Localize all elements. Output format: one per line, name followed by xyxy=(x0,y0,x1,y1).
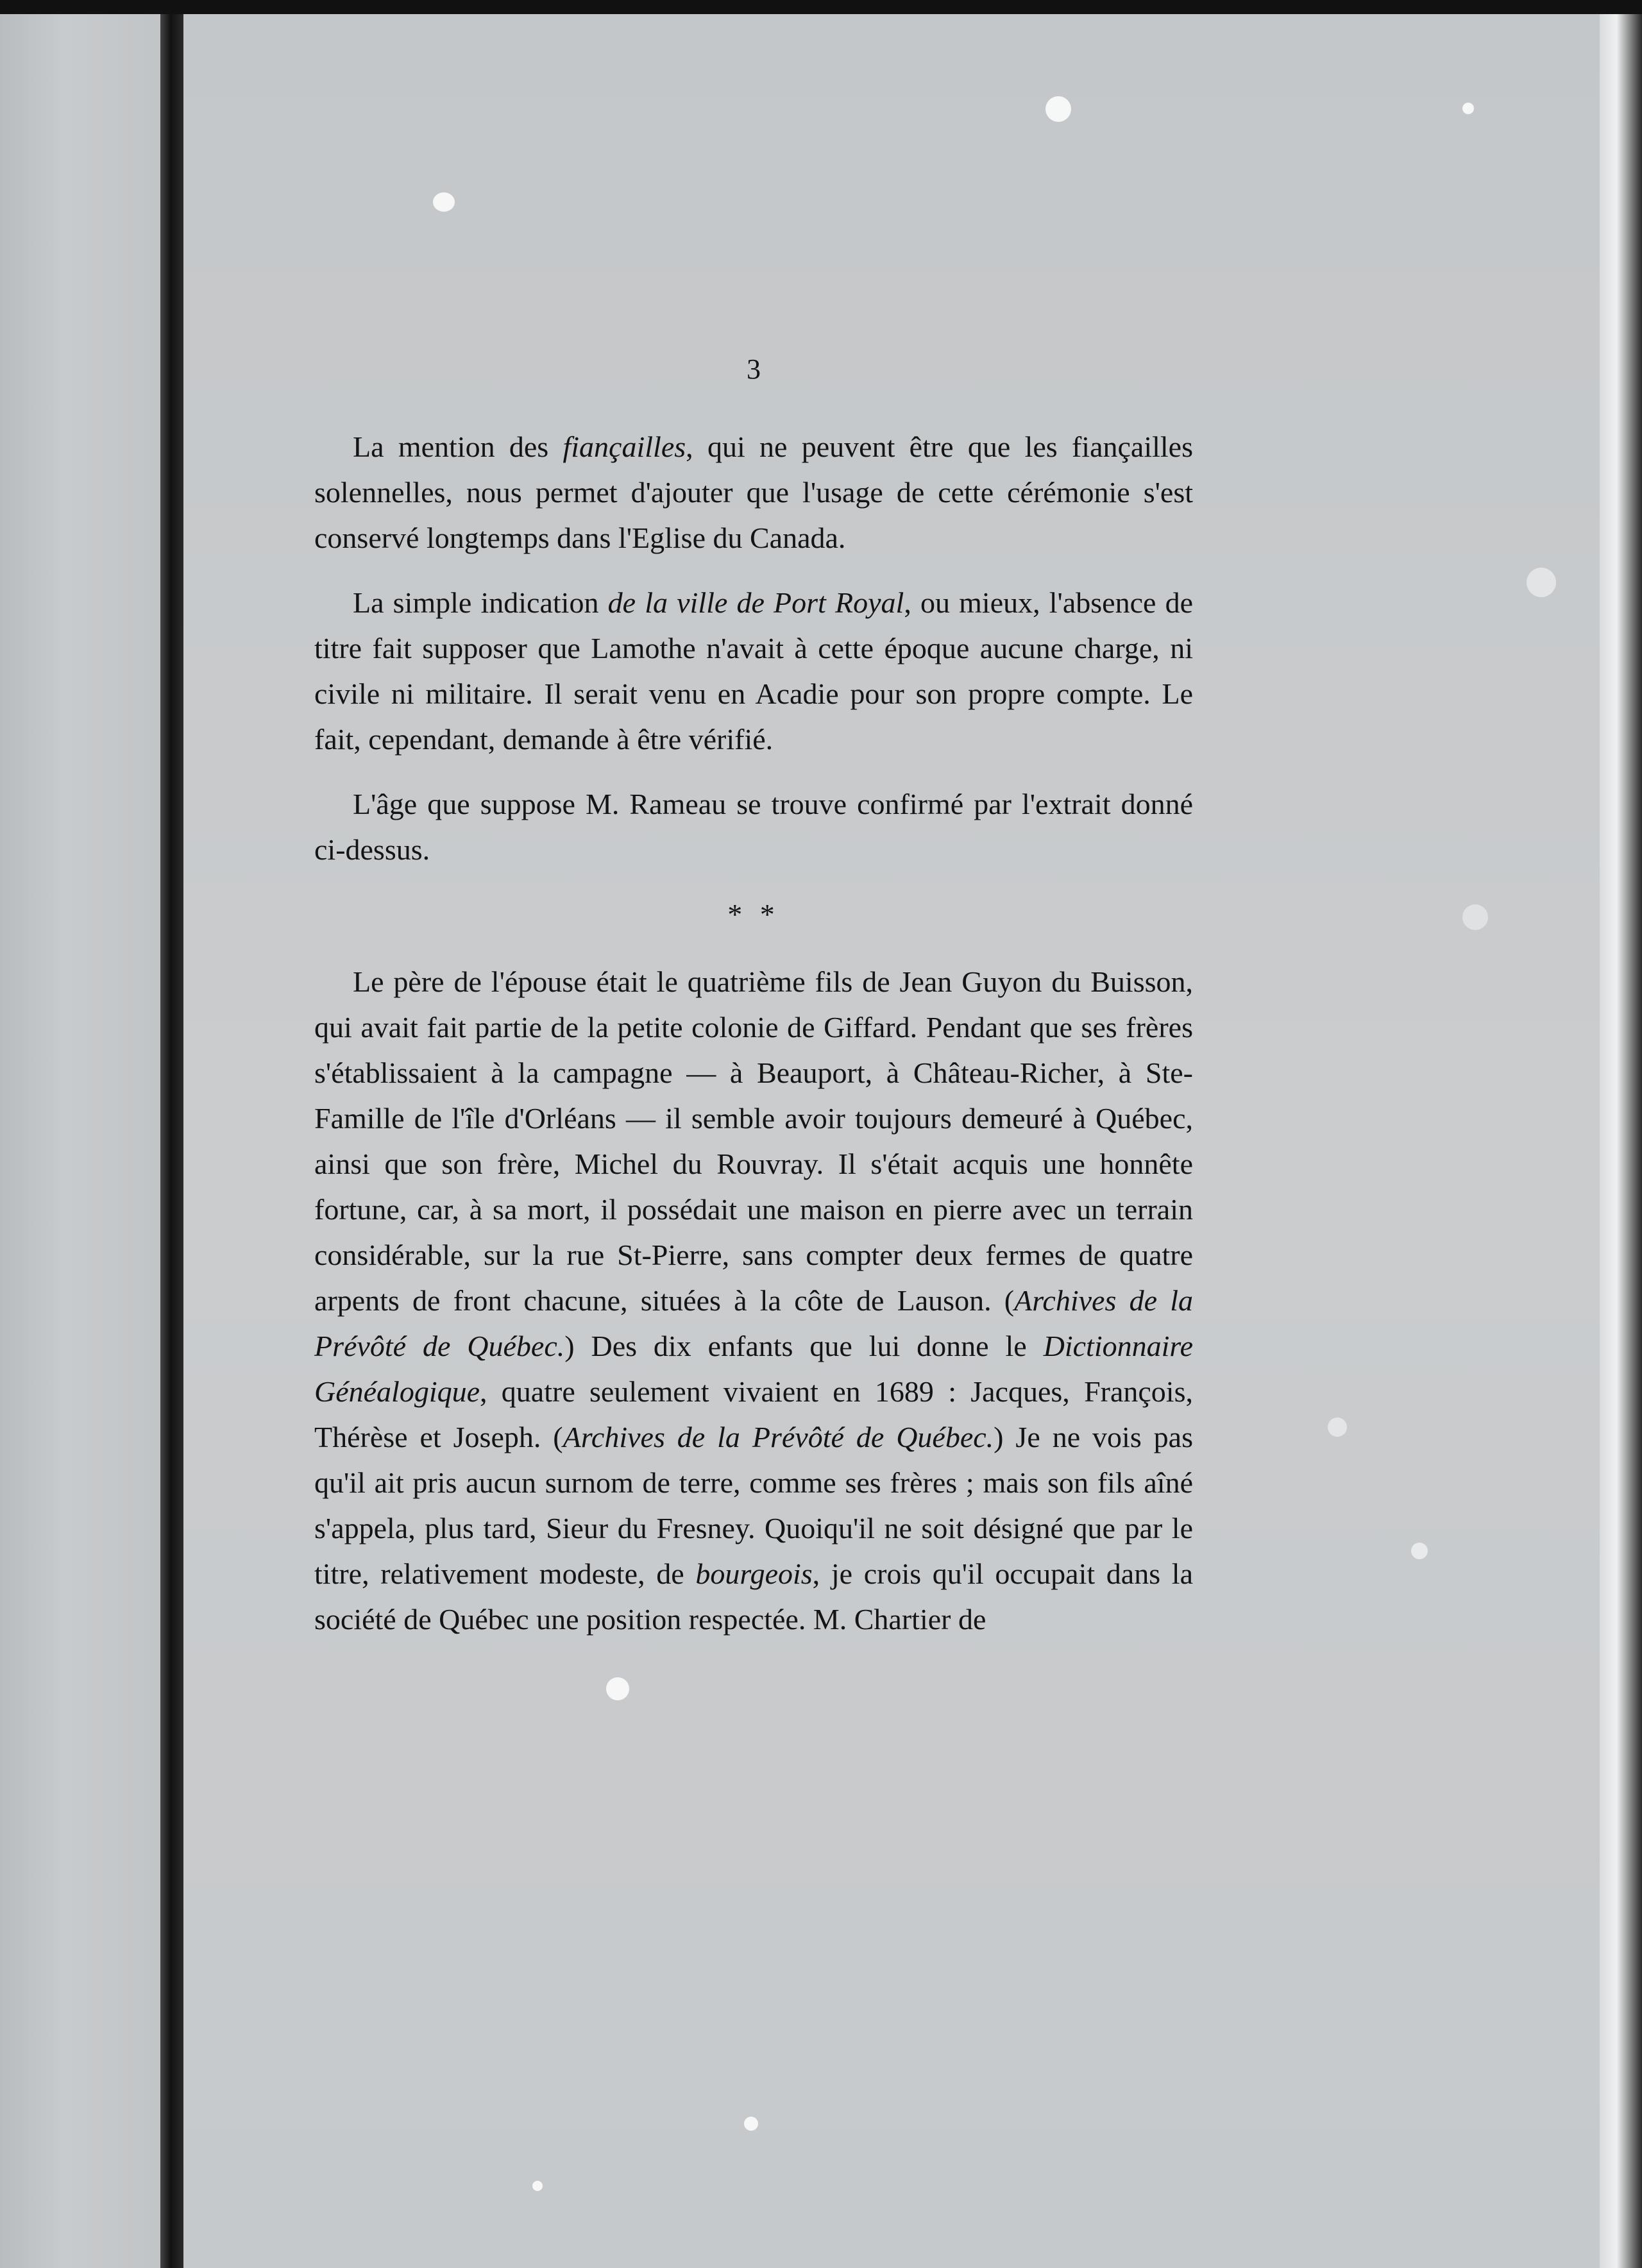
italic-text: bourgeois xyxy=(695,1557,813,1590)
text-run: , quatre seulement vivaient en 1689 : Jacques, François, Thérèse et Joseph. ( xyxy=(314,1375,1193,1453)
dust-speck xyxy=(532,2181,543,2191)
section-separator: * * xyxy=(727,898,780,931)
text-run: ) Des dix enfants que lui donne le xyxy=(564,1330,1044,1362)
italic-text: de la ville de Port Royal xyxy=(607,586,904,619)
italic-text: Archives de la Prévôté de Québec. xyxy=(563,1421,994,1453)
paragraph xyxy=(314,424,1193,561)
paragraphs-section xyxy=(314,959,1193,1642)
italic-text: Dictionnaire Généalogique xyxy=(314,1330,1193,1408)
text-run: La mention des xyxy=(353,430,563,463)
dust-speck xyxy=(1462,103,1474,114)
paragraph xyxy=(314,959,1193,1642)
paragraph xyxy=(314,781,1193,872)
top-border xyxy=(0,0,1642,14)
page-right-edge xyxy=(1600,0,1642,2268)
paragraphs-section xyxy=(314,424,1193,872)
text-run: ) Je ne vois pas qu'il ait pris aucun surnom de terre, comme ses frères ; mais son fils aîné s'appela, plus tard, Sieur du Fresney. Quoiqu'il ne soit désigné que par le titre, relativement modeste, de xyxy=(314,1421,1193,1590)
page-text xyxy=(314,346,1193,1661)
text-run: La simple indication xyxy=(353,586,608,619)
text-run: Le père de l'épouse était le quatrième fils de Jean Guyon du Buisson, qui avait fait partie de la petite colonie de Giffard. Pendant que ses frères s'établissaient à la campagne — à Beauport, à Château-Richer, à Ste-Famille de l'île d'Orléans — il semble avoir toujours demeuré à Québec, ainsi que son frère, Michel du Rouvray. Il s'était acquis une honnête fortune, car, à sa mort, il possédait une maison en pierre avec un terrain considérable, sur la rue St-Pierre, sans compter deux fermes de quatre arpents de front chacune, situées à la côte de Lauson. ( xyxy=(314,965,1193,1317)
italic-text: fiançailles xyxy=(563,430,686,463)
dust-speck xyxy=(1328,1418,1347,1437)
book-spine xyxy=(160,0,183,2268)
dust-speck xyxy=(433,192,455,212)
dust-speck xyxy=(606,1677,629,1700)
text-run: L'âge que suppose M. Rameau se trouve confirmé par l'extrait donné ci-dessus. xyxy=(314,788,1193,866)
dust-speck xyxy=(1411,1543,1428,1559)
page-number: 3 xyxy=(747,353,761,385)
dust-speck xyxy=(1462,904,1488,930)
paragraph xyxy=(314,580,1193,762)
italic-text: Archives de la Prévôté de Québec. xyxy=(314,1284,1193,1362)
dust-speck xyxy=(1045,96,1071,122)
text-run: , ou mieux, l'absence de titre fait supposer que Lamothe n'avait à cette époque aucune charge, ni civile ni militaire. Il serait venu en Acadie pour son propre compte. Le fait, cependant, demande à être vérifié. xyxy=(314,586,1193,756)
dust-speck xyxy=(744,2117,758,2131)
previous-page-edge xyxy=(0,0,164,2268)
text-run: , je crois qu'il occupait dans la société de Québec une position respectée. M. Chartier de xyxy=(314,1557,1193,1636)
text-run: , qui ne peuvent être que les fiançailles solennelles, nous permet d'ajouter que l'usage de cette cérémonie s'est conservé longtemps dans l'Eglise du Canada. xyxy=(314,430,1193,554)
dust-speck xyxy=(1527,568,1556,597)
